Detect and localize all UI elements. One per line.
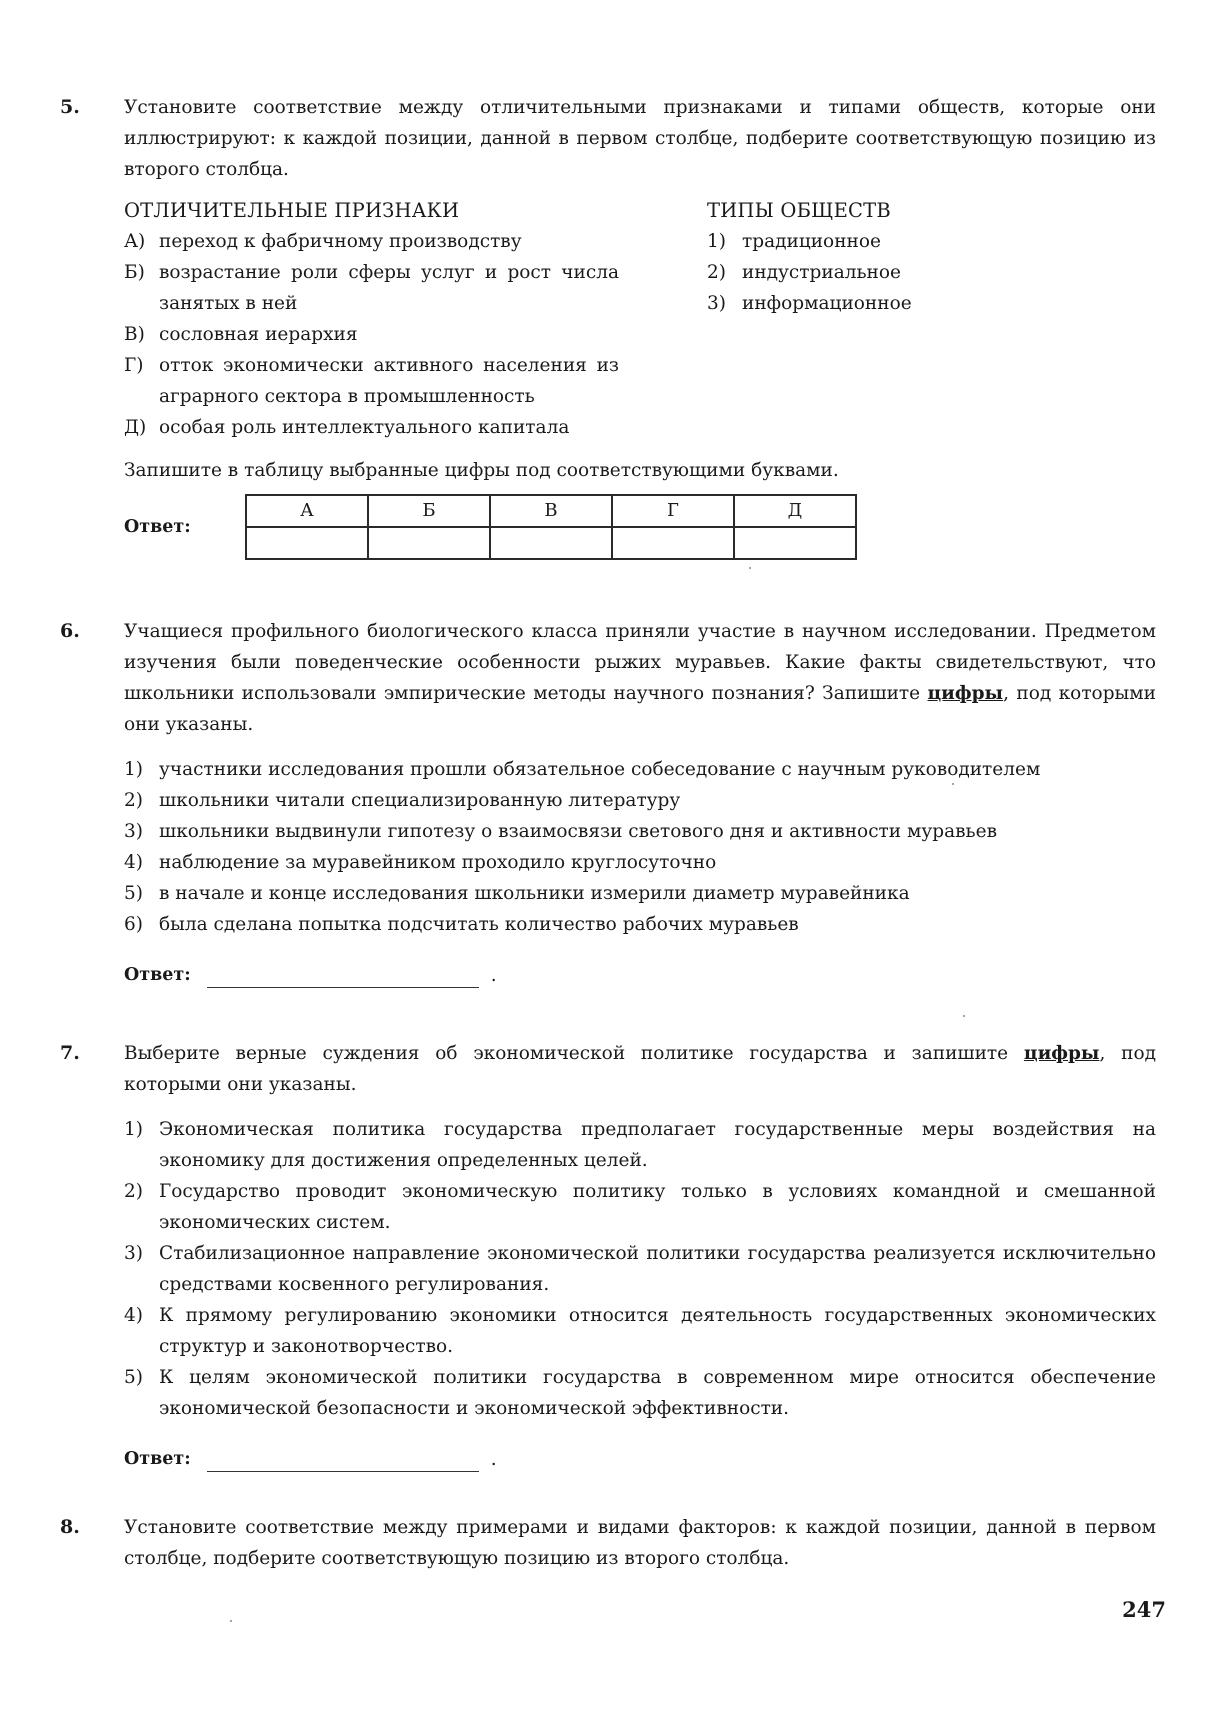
scan-speck: [749, 567, 751, 569]
table-header-cell: Г: [612, 495, 734, 527]
task-prompt: Установите соответствие между отличительными признаками и типами обществ, которые они иллюстрируют: к каждой позиции, данной в первом столбце, подберите соответствующую позицию из второго столбца.: [124, 97, 1156, 180]
list-item: 4) наблюдение за муравейником проходило круглосуточно: [124, 852, 717, 873]
list-item: 2) Государство проводит экономическую политику только в условиях командной и смешанной экономических систем.: [124, 1181, 1156, 1233]
task-prompt: Установите соответствие между примерами и видами факторов: к каждой позиции, данной в первом столбце, подберите соответствующую позицию из второго столбца.: [124, 1517, 1156, 1569]
list-item: 1) традиционное: [707, 231, 881, 252]
task-6: [60, 616, 1160, 991]
answer-period: .: [490, 1449, 497, 1470]
list-item: 2) индустриальное: [707, 262, 901, 283]
task-8: [60, 1512, 1160, 1574]
list-item: 3) Стабилизационное направление экономической политики государства реализуется исключительно средствами косвенного регулирования.: [124, 1243, 1156, 1295]
table-header-cell: Б: [368, 495, 490, 527]
emphasis-text: цифры: [927, 683, 1004, 704]
list-item: 2) школьники читали специализированную литературу: [124, 790, 681, 811]
list-item: А) переход к фабричному производству: [124, 231, 522, 252]
answer-cell[interactable]: [490, 527, 612, 559]
answer-label: Ответ:: [124, 1449, 191, 1469]
list-item: Б) возрастание роли сферы услуг и рост числа занятых в ней: [124, 262, 619, 314]
task-5: [60, 92, 1160, 560]
right-column: [707, 195, 912, 443]
task-number: 5.: [60, 96, 80, 118]
list-item: 3) информационное: [707, 293, 912, 314]
list-item: 4) К прямому регулированию экономики относится деятельность государственных экономических структур и законотворчество.: [124, 1305, 1156, 1357]
answer-label: Ответ:: [124, 965, 191, 985]
left-column: [124, 195, 619, 443]
task-number: 6.: [60, 620, 80, 642]
answer-label: Ответ:: [124, 516, 191, 537]
answer-cell[interactable]: [246, 527, 368, 559]
left-column-header: ОТЛИЧИТЕЛЬНЫЕ ПРИЗНАКИ: [124, 199, 460, 222]
list-item: 1) Экономическая политика государства предполагает государственные меры воздействия на экономику для достижения определенных целей.: [124, 1119, 1156, 1171]
table-header-cell: Д: [734, 495, 856, 527]
page-number: 247: [1122, 1597, 1166, 1622]
task-prompt: Выберите верные суждения об экономической политике государства и запишите цифры, под которыми они указаны.: [124, 1043, 1156, 1095]
list-item: В) сословная иерархия: [124, 324, 358, 345]
task-number: 8.: [60, 1516, 80, 1538]
table-header-cell: А: [246, 495, 368, 527]
answer-cell[interactable]: [734, 527, 856, 559]
answer-cell[interactable]: [368, 527, 490, 559]
list-item: 3) школьники выдвинули гипотезу о взаимосвязи светового дня и активности муравьев: [124, 821, 997, 842]
options-list: [124, 754, 1156, 940]
emphasis-text: цифры: [1023, 1043, 1100, 1064]
answer-period: .: [490, 965, 497, 986]
list-item: 1) участники исследования прошли обязательное собеседование с научным руководителем: [124, 759, 1041, 780]
answer-cell[interactable]: [612, 527, 734, 559]
options-list: [124, 1114, 1156, 1424]
scan-speck: [952, 783, 954, 785]
list-item: 5) К целям экономической политики государства в современном мире относится обеспечение экономической безопасности и экономической эффективности.: [124, 1367, 1156, 1419]
scan-speck: [963, 1015, 965, 1017]
answer-line[interactable]: [207, 1447, 479, 1472]
scan-speck: [230, 1620, 232, 1622]
task-number: 7.: [60, 1042, 80, 1064]
list-item: 5) в начале и конце исследования школьники измерили диаметр муравейника: [124, 883, 910, 904]
list-item: Д) особая роль интеллектуального капитала: [124, 417, 570, 438]
list-item: Г) отток экономически активного населения из аграрного сектора в промышленность: [124, 355, 619, 407]
answer-table: [245, 494, 857, 560]
task-7: [60, 1038, 1160, 1475]
list-item: 6) была сделана попытка подсчитать количество рабочих муравьев: [124, 914, 799, 935]
answer-line[interactable]: [207, 963, 479, 988]
table-instruction: Запишите в таблицу выбранные цифры под соответствующими буквами.: [124, 460, 839, 481]
task-prompt: Учащиеся профильного биологического класса приняли участие в научном исследовании. Предметом изучения были поведенческие особенности рыжих муравьев. Какие факты свидетельствуют, что школьники использовали эмпирические методы научного познания? Запишите цифры, под которыми они указаны.: [124, 621, 1156, 735]
right-column-header: ТИПЫ ОБЩЕСТВ: [707, 199, 891, 222]
table-header-cell: В: [490, 495, 612, 527]
